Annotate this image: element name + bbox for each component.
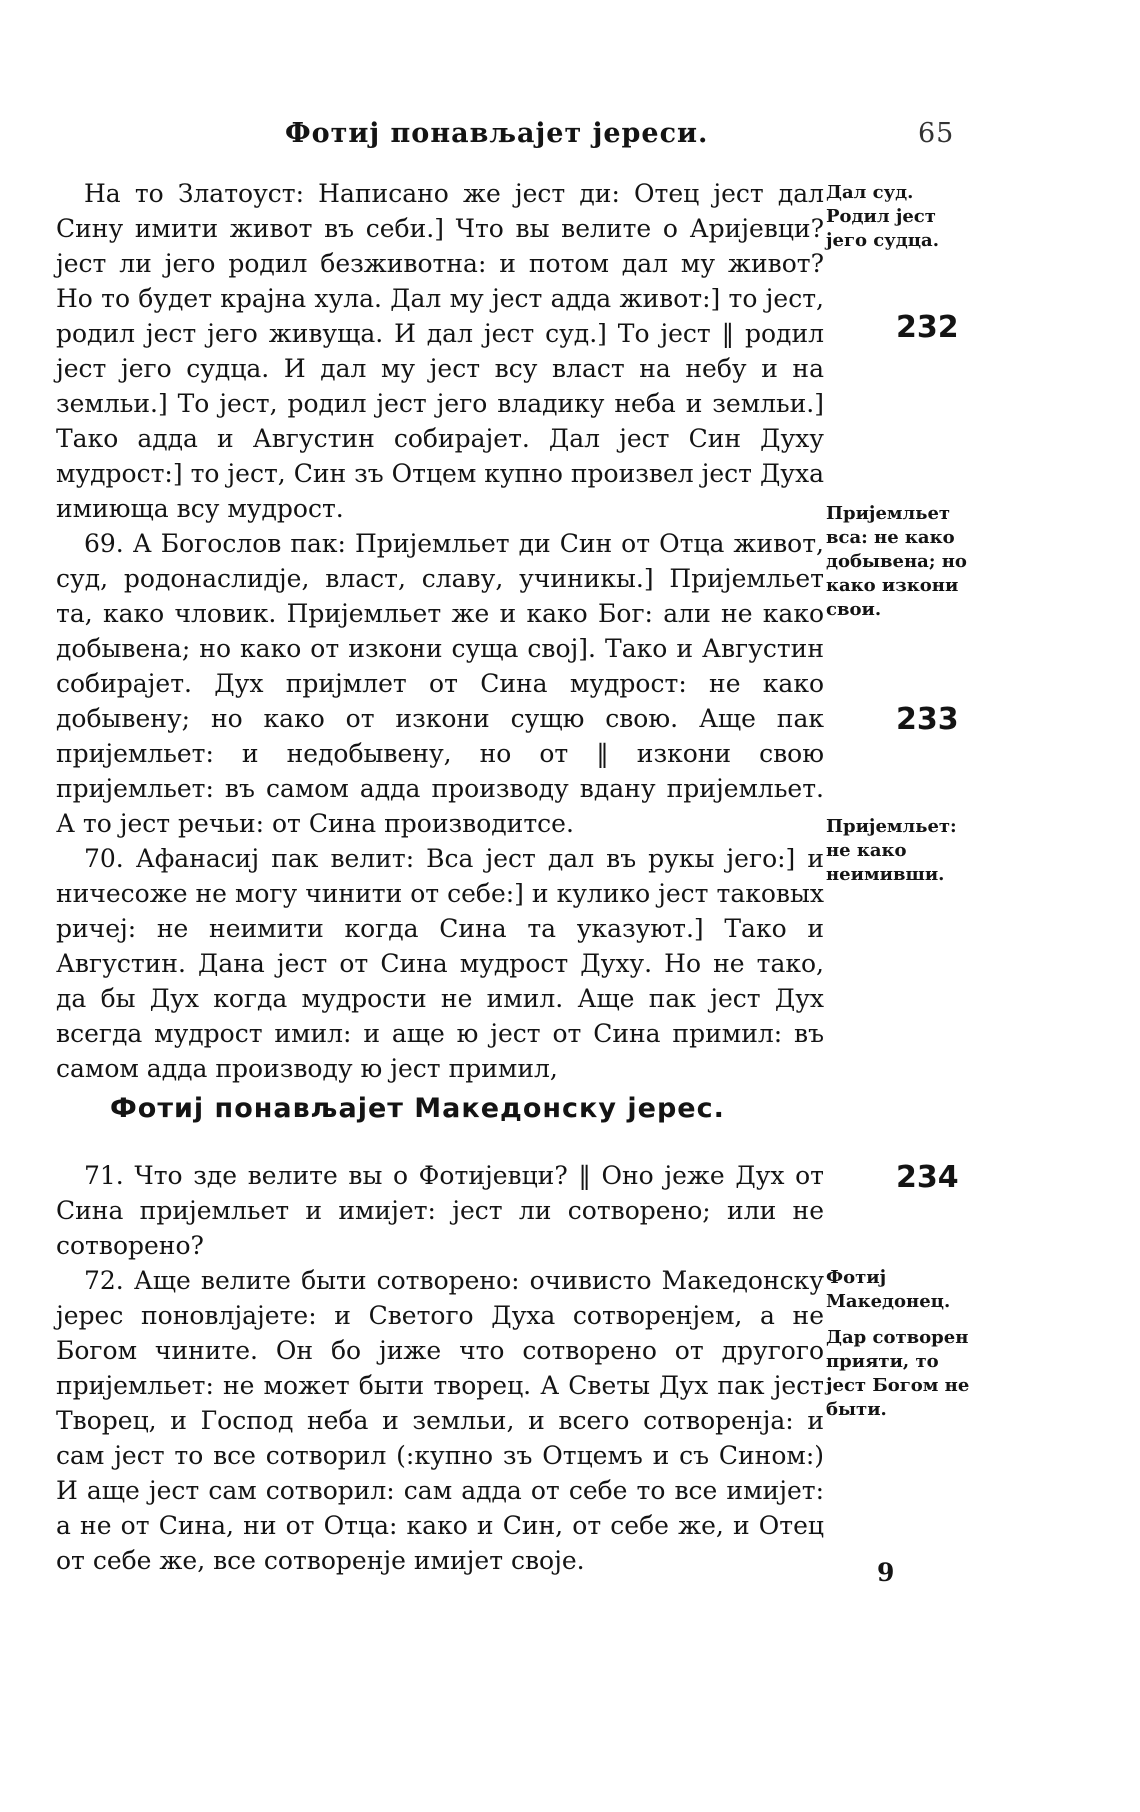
margin-note: Дал суд. Родил јест јего судца.	[826, 182, 939, 251]
paragraph: На то Златоуст: Написано же јест ди: Отец јест дал Сину имити живот въ себи.] Что вы велите о Аријевци? јест ли јего родил безживотна: и потом дал му живот? Но то будет крајна хула. Дал му јест адда живот:] то јест, родил јест јего живуща. И дал јест суд.] То јест ‖ родил јест јего судца. И дал му јест всу власт на небу и на земльи.] То јест, родил јест јего владику неба и земльи.] Тако адда и Августин собирајет. Дал јест Син Духу мудрост:] то јест, Син зъ Отцем купно произвел јест Духа имиюща всу мудрост.	[56, 179, 824, 523]
text-block-2	[56, 1158, 824, 1578]
margin-section-number: 233	[896, 702, 959, 737]
margin-note: Пријемльет: не како неимивши.	[826, 816, 957, 885]
margin-note: Дар сотворен прияти, то јест Богом не быти.	[826, 1327, 970, 1420]
paragraph-70: 70. Афанасиј пак велит: Вса јест дал въ рукы јего:] и ничесоже не могу чинити от себе:] и кулико јест таковых ричеј: не неимити когда Сина та указуют.] Тако и Августин. Дана јест от Сина мудрост Духу. Но не тако, да бы Дух когда мудрости не имил. Аще пак јест Дух всегда мудрост имил: и аще ю јест от Сина примил: въ самом адда производу ю јест примил,	[56, 844, 824, 1083]
folio-signature: 9	[877, 1558, 895, 1587]
margin-section-number: 234	[896, 1160, 959, 1195]
section-title: Фотиј понављајет Македонску јерес.	[110, 1093, 725, 1124]
margin-note: Пријемльет вса: не како добывена; но како изкони свои.	[826, 503, 967, 620]
paragraph-72: 72. Аще велите быти сотворено: очивисто Македонску јерес поновлјајете: и Светого Духа сотворенјем, а не Богом чините. Он бо јиже что сотворено от другого пријемльет: не может быти творец. А Светы Дух пак јест Творец, и Господ неба и земльи, и всего сотворенја: и сам јест то все сотворил (:купно зъ Отцемъ и съ Сином:) И аще јест сам сотворил: сам адда от себе то все имијет: а не от Сина, ни от Отца: како и Син, от себе же, и Отец от себе же, все сотворенје имијет своје.	[56, 1266, 824, 1575]
margin-note: Фотиј Македонец.	[826, 1267, 951, 1312]
paragraph-71: 71. Что зде велите вы о Фотијевци? ‖ Оно јеже Дух от Сина пријемльет и имијет: јест ли сотворено; или не сотворено?	[56, 1161, 824, 1260]
running-head-title: Фотиј понављајет јереси.	[285, 118, 709, 149]
margin-section-number: 232	[896, 310, 959, 345]
running-head-page-number: 65	[918, 118, 955, 149]
paragraph-69: 69. А Богослов пак: Пријемльет ди Син от Отца живот, суд, родонаслидје, власт, славу, учиникы.] Пријемльет та, како чловик. Пријемльет же и како Бог: али не како добывена; но како от изкони суща свој]. Тако и Августин собирајет. Дух пријмлет от Сина мудрост: не како добывену; но како от изкони сущю свою. Аще пак пријемльет: и недобывену, но от ‖ изкони свою пријемльет: въ самом адда производу вдану пријемльет. А то јест речьи: от Сина производитсе.	[56, 529, 824, 838]
text-block-1	[56, 176, 824, 1086]
